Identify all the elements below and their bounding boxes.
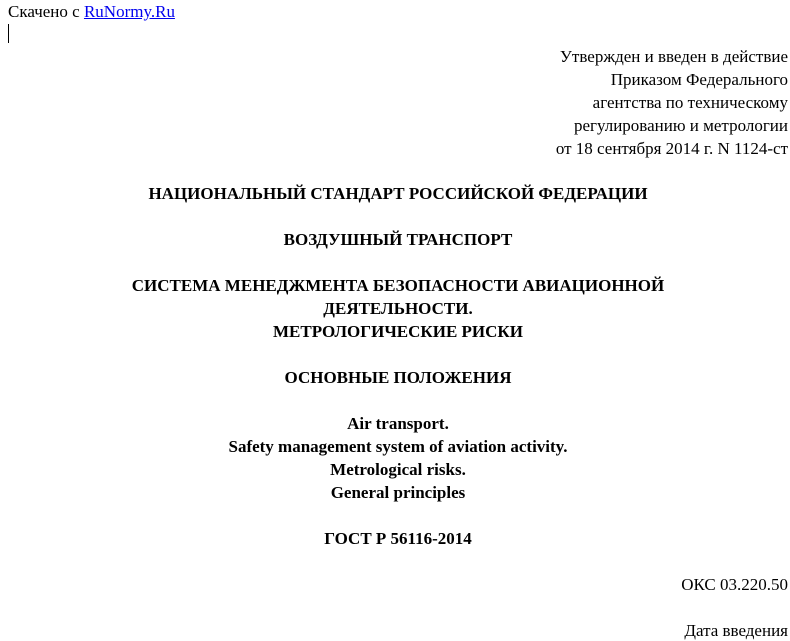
basic-provisions-heading: ОСНОВНЫЕ ПОЛОЖЕНИЯ bbox=[284, 368, 512, 387]
system-heading-line-3: МЕТРОЛОГИЧЕСКИЕ РИСКИ bbox=[273, 322, 523, 341]
text-caret bbox=[8, 24, 9, 43]
approval-line-2: Приказом Федерального bbox=[610, 70, 788, 89]
system-heading-line-2: ДЕЯТЕЛЬНОСТИ. bbox=[323, 299, 473, 318]
section-heading: ВОЗДУШНЫЙ ТРАНСПОРТ bbox=[283, 230, 513, 249]
download-source bbox=[8, 2, 175, 22]
english-title-line-4: General principles bbox=[330, 483, 466, 502]
approval-line-1: Утвержден и введен в действие bbox=[559, 47, 788, 66]
english-title-line-3: Metrological risks. bbox=[330, 460, 466, 479]
intro-date-label: Дата введения bbox=[684, 621, 788, 640]
approval-line-5: от 18 сентября 2014 г. N 1124-ст bbox=[555, 139, 788, 158]
source-link[interactable]: RuNormy.Ru bbox=[83, 2, 175, 21]
download-prefix: Скачено с bbox=[8, 2, 80, 21]
english-title-line-1: Air transport. bbox=[347, 414, 449, 433]
system-heading-line-1: СИСТЕМА МЕНЕДЖМЕНТА БЕЗОПАСНОСТИ АВИАЦИОННОЙ bbox=[131, 276, 665, 295]
approval-line-4: регулированию и метрологии bbox=[573, 116, 788, 135]
approval-line-3: агентства по техническому bbox=[592, 93, 788, 112]
oks-code: ОКС 03.220.50 bbox=[681, 575, 788, 594]
gost-number: ГОСТ Р 56116-2014 bbox=[324, 529, 472, 548]
english-title-line-2: Safety management system of aviation activity. bbox=[228, 437, 568, 456]
national-standard-heading: НАЦИОНАЛЬНЫЙ СТАНДАРТ РОССИЙСКОЙ ФЕДЕРАЦИИ bbox=[148, 184, 648, 203]
